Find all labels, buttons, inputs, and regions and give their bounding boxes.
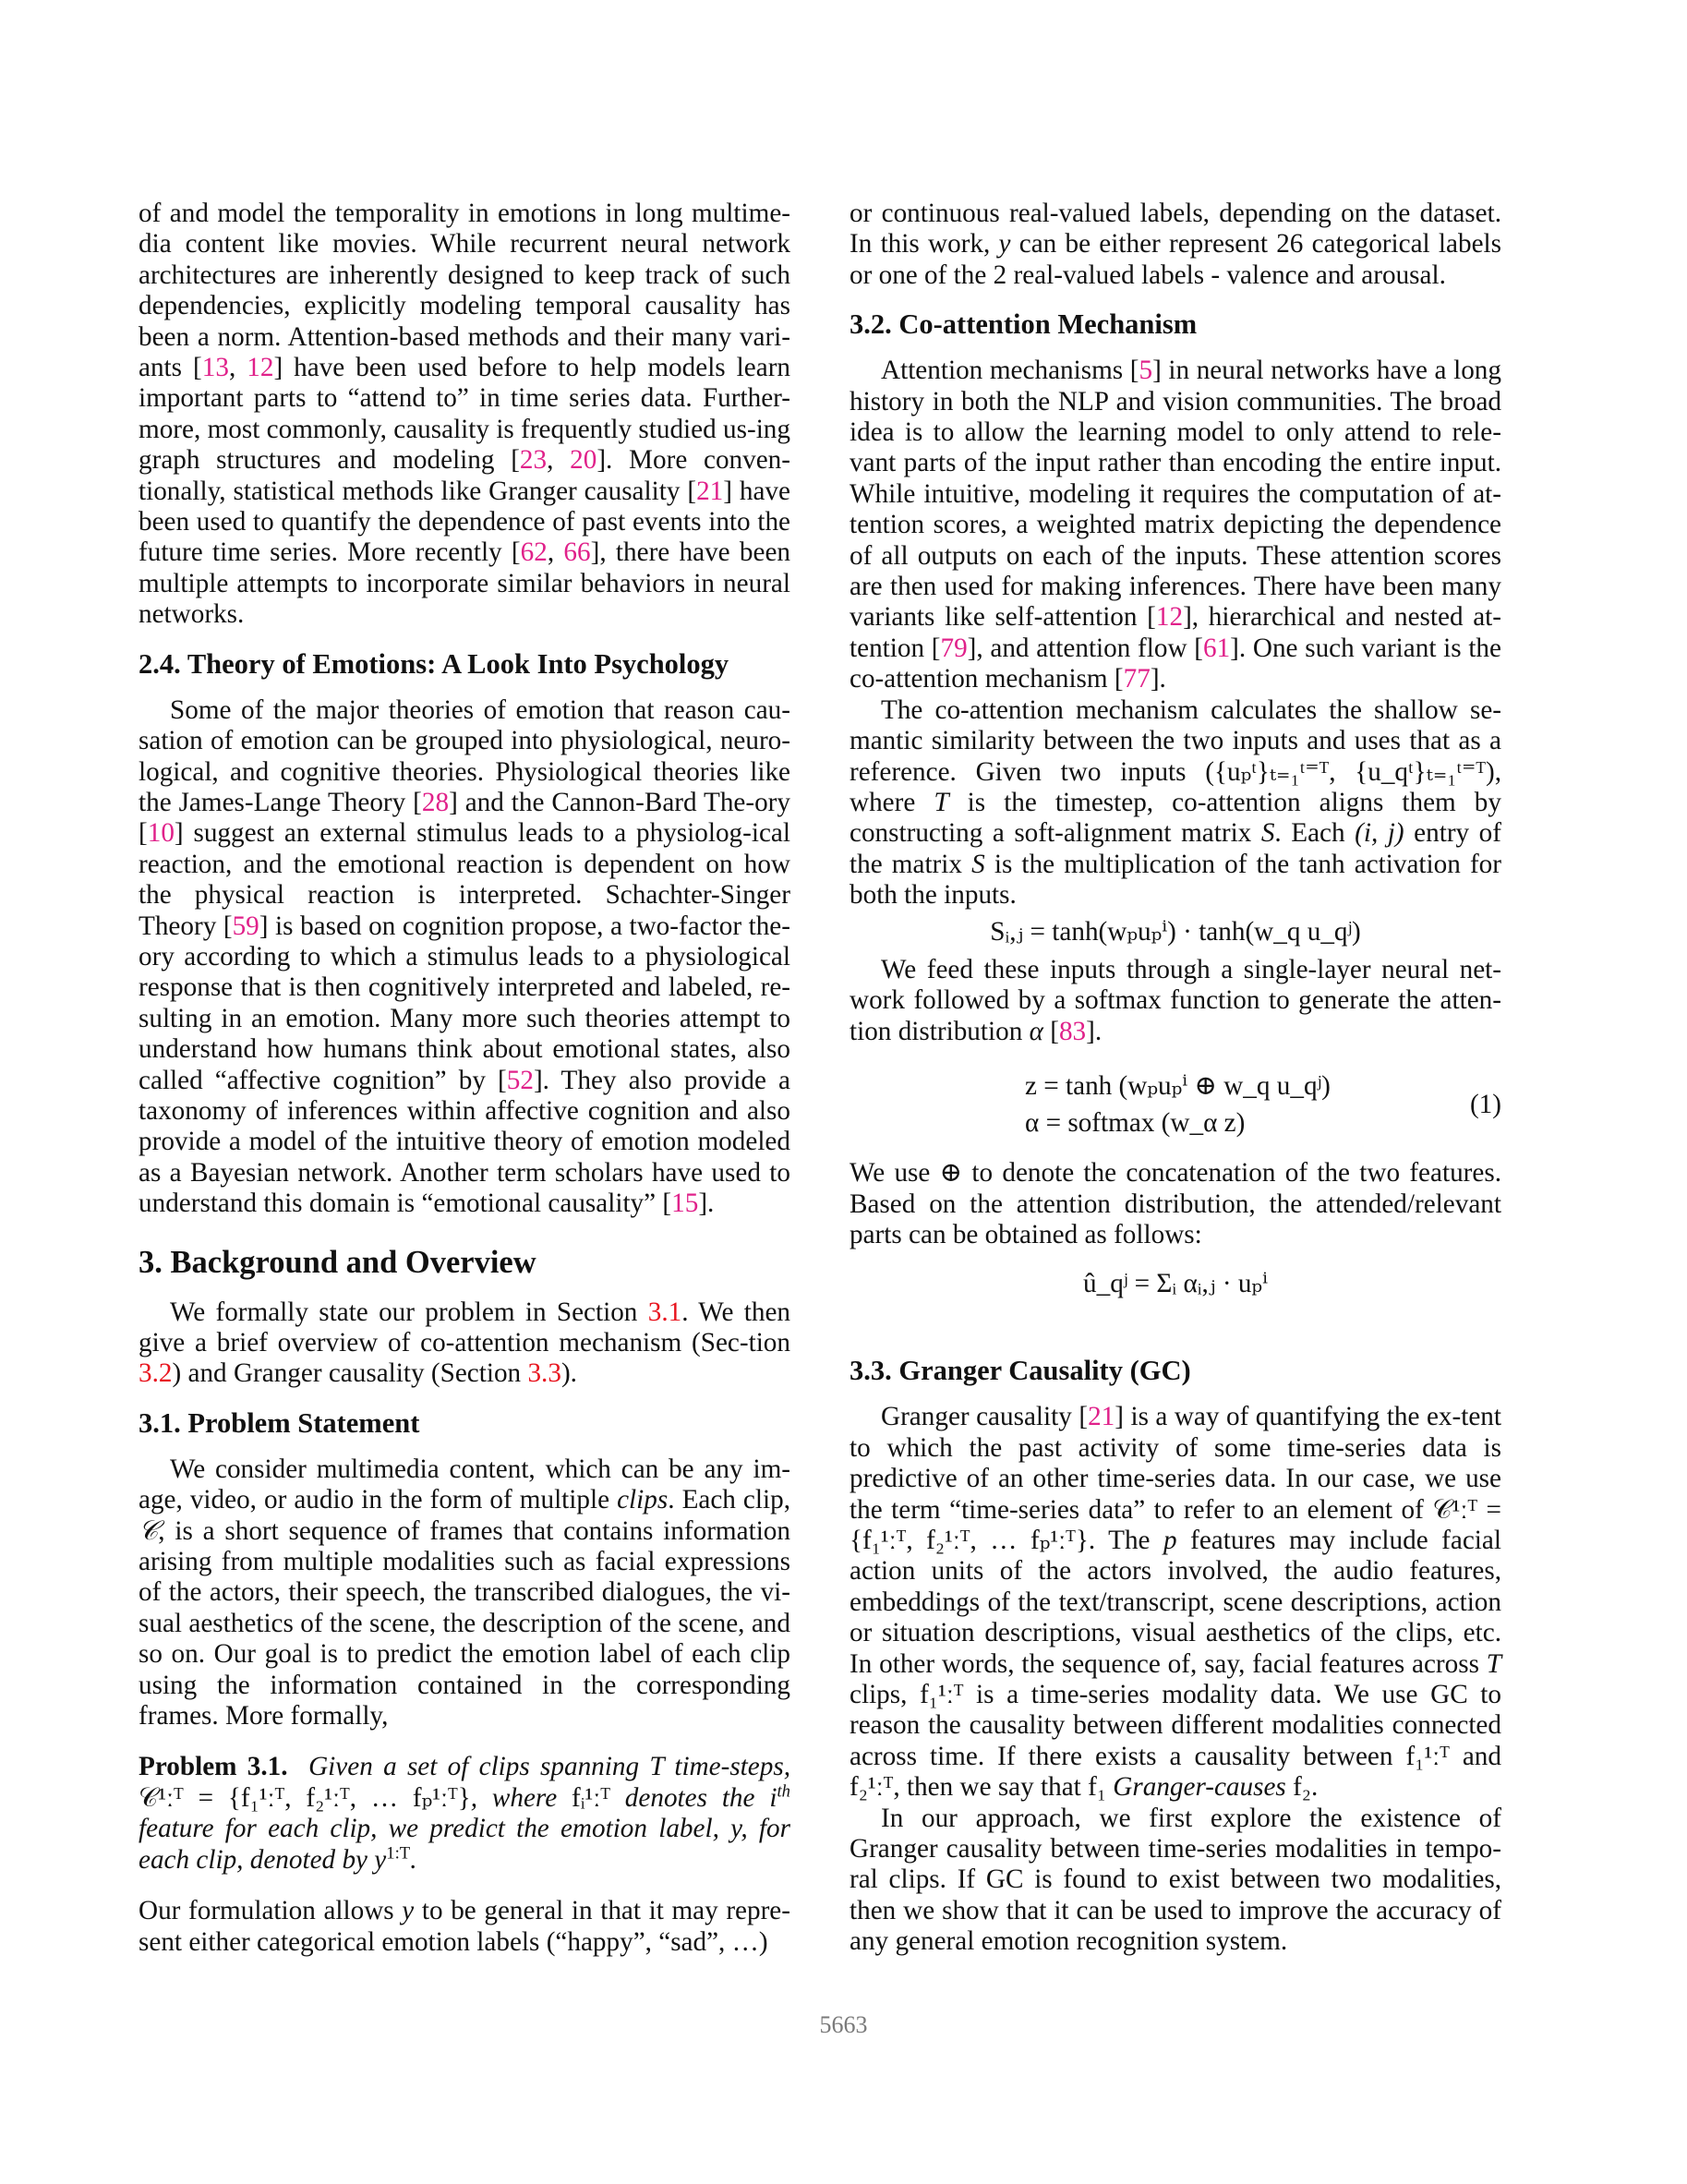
section-ref-link[interactable]: 3.1 (647, 1297, 682, 1327)
math-expression: 𝒞¹ːᵀ = {f₁¹ːᵀ, f₂¹ːᵀ, … fₚ¹ːᵀ} (850, 1494, 1501, 1555)
co-attention-paragraph: The co-attention mechanism calculates the shallow se-mantic similarity between the two inputs and uses that as a reference. Given two inputs ({uₚᵗ}ₜ₌₁ᵗ⁼ᵀ, {u_qᵗ}ₜ₌₁ᵗ⁼ᵀ), where T is the timestep, co-attention aligns them by constructing a soft-alignment matrix S. Each (i, j) entry of the matrix S is the multiplication of the tanh activation for both the inputs. (850, 694, 1502, 911)
right-column (850, 199, 1501, 1958)
math-expression: 𝒞¹ːᵀ = {f₁¹ːᵀ, f₂¹ːᵀ, … fₚ¹ːᵀ} (139, 1782, 471, 1813)
equation-1 (850, 1068, 1501, 1141)
citation-link[interactable]: 77 (1123, 664, 1151, 694)
citation-link[interactable]: 5 (1139, 356, 1153, 386)
citation-link[interactable]: 10 (147, 818, 175, 849)
left-column (139, 199, 790, 1958)
citation-link[interactable]: 15 (671, 1189, 699, 1219)
citation-link[interactable]: 21 (696, 476, 724, 506)
theory-of-emotions-paragraph: Some of the major theories of emotion that reason cau-sation of emotion can be grouped into physiological, neuro-logical, and cognitive theories. Physiological theories like the James-Lange Theory [28] and the Cannon-Bard The-ory [10] suggest an external stimulus leads to a physiolog-ical reaction, and the emotional reaction is dependent on how the physical reaction is interpreted. Schachter-Singer Theory [59] is based on cognition propose, a two-factor the-ory according to which a stimulus leads to a physiological response that is then cognitively interpreted and labeled, re-sulting in an emotion. Many more such theories attempt to understand how humans think about emotional states, also called “affective cognition” by [52]. They also provide a taxonomy of inferences within affective cognition and also provide a model of the intuitive theory of emotion modeled as a Bayesian network. Another term scholars have used to understand this domain is “emotional causality” [15]. (139, 694, 790, 1219)
section-ref-link[interactable]: 3.3 (527, 1358, 561, 1389)
math-symbol: 𝒞 (139, 1515, 159, 1546)
citation-link[interactable]: 52 (506, 1065, 534, 1095)
citation-link[interactable]: 28 (421, 787, 450, 817)
attention-paragraph: Attention mechanisms [5] in neural networks have a long history in both the NLP and vision communities. The broad idea is to allow the learning model to only attend to rele-vant parts of the input rather than encoding the entire input. While intuitive, modeling it requires the computation of at-tention scores, a weighted matrix depicting the dependence of all outputs on each of the inputs. These attention scores are then used for making inferences. There have been many variants like self-attention [12], hierarchical and nested at-tention [79], and attention flow [61]. One such variant is the co-attention mechanism [77]. (850, 356, 1501, 694)
math-expression: {uₚᵗ}ₜ₌₁ᵗ⁼ᵀ, {u_qᵗ}ₜ₌₁ᵗ⁼ᵀ (1213, 756, 1486, 787)
citation-link[interactable]: 12 (247, 353, 274, 383)
equation-1-line-alpha: α = softmax (w_α z) (1025, 1108, 1246, 1139)
softmax-paragraph: We feed these inputs through a single-layer neural net-work followed by a softmax function to generate the atten-tion distribution α [83]. (850, 954, 1501, 1046)
equation-alignment-matrix: Sᵢ,ⱼ = tanh(wₚuₚⁱ) · tanh(w_q u_qʲ) (990, 916, 1361, 947)
section-heading-3-1: 3.1. Problem Statement (139, 1406, 420, 1439)
section-heading-2-4: 2.4. Theory of Emotions: A Look Into Psychology (139, 647, 729, 680)
citation-link[interactable]: 21 (1088, 1402, 1115, 1432)
equation-1-line-z: z = tanh (wₚuₚⁱ ⊕ w_q u_qʲ) (1025, 1071, 1331, 1102)
intro-paragraph-continued: of and model the temporality in emotions in long multime-dia content like movies. While recurrent neural network architectures are inherently designed to keep track of such dependencies, explicitly modeling temporal causality has been a norm. Attention-based methods and their many vari-ants [13, 12] have been used before to help models learn important parts to “attend to” in time series data. Further-more, most commonly, causality is frequently studied us-ing graph structures and modeling [23, 20]. More conven-tionally, statistical methods like Granger causality [21] have been used to quantify the dependence of past events into the future time series. More recently [62, 66], there have been multiple attempts to incorporate similar behaviors in neural networks. (139, 199, 791, 630)
math-expression: fᵢ¹ːᵀ (572, 1782, 610, 1813)
problem-statement-paragraph: We consider multimedia content, which can be any im-age, video, or audio in the form of multiple clips. Each clip, 𝒞, is a short sequence of frames that contains information arising from multiple modalities such as facial expressions of the actors, their speech, the transcribed dialogues, the vi-sual aesthetics of the scene, the description of the scene, and so on. Our goal is to predict the emotion label of each clip using the information contained in the corresponding frames. More formally, (139, 1454, 790, 1732)
formulation-paragraph-continued: or continuous real-valued labels, depending on the dataset. In this work, y can be either represent 26 categorical labels or one of the 2 real-valued labels - valence and arousal. (850, 199, 1501, 290)
formulation-paragraph: Our formulation allows y to be general in that it may repre-sent either categorical emotion labels (“happy”, “sad”, …) (139, 1896, 790, 1957)
section-ref-link[interactable]: 3.2 (139, 1358, 173, 1389)
granger-causality-paragraph: Granger causality [21] is a way of quantifying the ex-tent to which the past activity of some time-series data is predictive of an other time-series data. In our case, we use the term “time-series data” to refer to an element of 𝒞¹ːᵀ = {f₁¹ːᵀ, f₂¹ːᵀ, … fₚ¹ːᵀ}. The p features may include facial action units of the actors involved, the audio features, embeddings of the text/transcript, scene descriptions, action or situation descriptions, visual aesthetics of the clips, etc. In other words, the sequence of, say, facial features across T clips, f₁¹ːᵀ is a time-series modality data. We use GC to reason the causality between different modalities connected across time. If there exists a causality between f₁¹ːᵀ and f₂¹ːᵀ, then we say that f₁ Granger-causes f₂. (850, 1402, 1502, 1803)
section-heading-3-2: 3.2. Co-attention Mechanism (850, 308, 1198, 341)
equation-number: (1) (1469, 1090, 1501, 1120)
citation-link[interactable]: 83 (1058, 1016, 1087, 1046)
overview-paragraph: We formally state our problem in Section 3.1. We then give a brief overview of co-attention mechanism (Sec-tion 3.2) and Granger causality (Section 3.3). (139, 1297, 790, 1389)
page-number: 5663 (819, 2011, 868, 2038)
problem-definition: Problem 3.1. Given a set of clips spanning T time-steps, 𝒞¹ːᵀ = {f₁¹ːᵀ, f₂¹ːᵀ, … fₚ¹ːᵀ}, where fᵢ¹ːᵀ denotes the $i^{th}$ feature for each clip, we predict the emotion label, y, for each clip, denoted by $y^{1:T}$. (139, 1752, 790, 1875)
citation-link[interactable]: 61 (1202, 633, 1231, 663)
citation-link[interactable]: 62 (520, 537, 548, 568)
citation-link[interactable]: 79 (940, 633, 968, 663)
section-heading-3: 3. Background and Overview (139, 1244, 536, 1280)
concatenation-paragraph: We use ⊕ to denote the concatenation of the two features. Based on the attention distribution, the attended/relevant parts can be obtained as follows: (850, 1158, 1501, 1249)
section-heading-3-3: 3.3. Granger Causality (GC) (850, 1355, 1191, 1387)
equation-attended-sum: û_qʲ = Σᵢ αᵢ,ⱼ · uₚⁱ (1083, 1269, 1268, 1299)
citation-link[interactable]: 12 (1155, 602, 1184, 633)
citation-link[interactable]: 23 (519, 445, 548, 476)
citation-link[interactable]: 59 (232, 911, 259, 941)
citation-link[interactable]: 13 (201, 353, 229, 383)
citation-link[interactable]: 66 (563, 537, 591, 568)
approach-paragraph: In our approach, we first explore the existence of Granger causality between time-series modalities in tempo-ral clips. If GC is found to exist between two modalities, then we show that it can be used to improve the accuracy of any general emotion recognition system. (850, 1803, 1501, 1957)
citation-link[interactable]: 20 (570, 445, 597, 476)
